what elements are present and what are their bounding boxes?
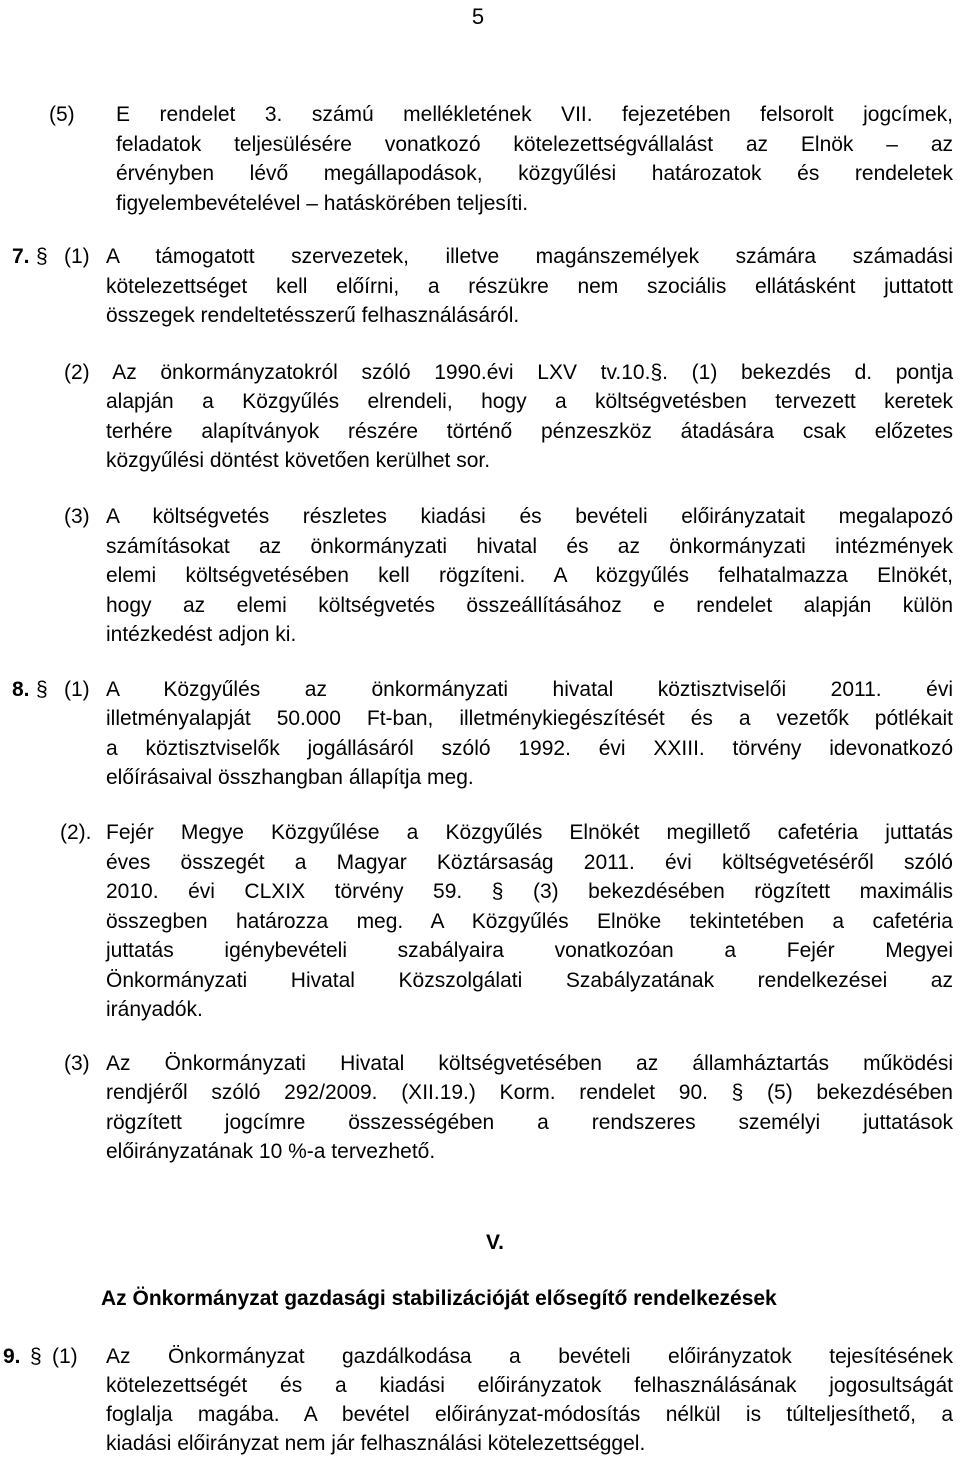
text-line: összegben határozza meg. A Közgyűlés Elnöke tekintetében a cafetéria xyxy=(106,910,953,933)
paragraph-number: (1) xyxy=(64,245,90,268)
text-line: Az Önkormányzati Hivatal költségvetésében az államháztartás működési xyxy=(106,1052,953,1075)
text-line: kötelezettséget kell előírni, a részükre nem szociális ellátásként juttatott xyxy=(106,275,953,298)
text-line: éves összegét a Magyar Köztársaság 2011. évi költségvetéséről szóló xyxy=(106,851,953,874)
text-line: Önkormányzati Hivatal Közszolgálati Szabályzatának rendelkezései az xyxy=(106,969,953,992)
text-line: a köztisztviselők jogállásáról szóló 1992. évi XXIII. törvény idevonatkozó xyxy=(106,737,953,760)
text-line: érvényben lévő megállapodások, közgyűlési határozatok és rendeletek xyxy=(116,162,953,185)
text-line: kiadási előirányzat nem jár felhasználási kötelezettséggel. xyxy=(106,1432,646,1455)
section-sign: § xyxy=(36,678,48,701)
text-line: terhére alapítványok részére történő pénzeszköz átadására csak előzetes xyxy=(106,420,953,443)
text-line: A költségvetés részletes kiadási és bevételi előirányzatait megalapozó xyxy=(106,505,953,528)
text-line: irányadók. xyxy=(106,998,203,1021)
text-line: rögzített jogcímre összességében a rendszeres személyi juttatások xyxy=(106,1111,953,1134)
text-line: közgyűlési döntést követően kerülhet sor. xyxy=(106,449,491,472)
paragraph-number: (1) xyxy=(64,678,90,701)
paragraph-number: (2). xyxy=(60,821,92,844)
paragraph-number: (5) xyxy=(49,103,75,126)
text-line: Az Önkormányzat gazdálkodása a bevételi előirányzatok tejesítésének xyxy=(106,1345,953,1368)
text-line: elemi költségvetésében kell rögzíteni. A közgyűlés felhatalmazza Elnökét, xyxy=(106,564,953,587)
text-line: kötelezettségét és a kiadási előirányzatok felhasználásának jogosultságát xyxy=(106,1374,953,1397)
text-line: előirányzatának 10 %-a tervezhető. xyxy=(106,1140,436,1163)
text-line: figyelembevételével – hatáskörében teljesíti. xyxy=(116,192,529,215)
page-number: 5 xyxy=(471,4,485,29)
paragraph-number: (3) xyxy=(64,505,90,528)
paragraph-number: (3) xyxy=(64,1052,90,1075)
text-line: előírásaival összhangban állapítja meg. xyxy=(106,766,474,789)
text-line: hogy az elemi költségvetés összeállításához e rendelet alapján külön xyxy=(106,594,953,617)
text-line: feladatok teljesülésére vonatkozó kötelezettségvállalást az Elnök – az xyxy=(116,133,953,156)
section-marker: 8. xyxy=(12,678,30,701)
text-line: összegek rendeltetésszerű felhasználásáról. xyxy=(106,304,520,327)
text-line: A támogatott szervezetek, illetve magánszemélyek számára számadási xyxy=(106,245,953,268)
text-line: E rendelet 3. számú mellékletének VII. fejezetében felsorolt jogcímek, xyxy=(116,103,953,126)
chapter-title: Az Önkormányzat gazdasági stabilizációját elősegítő rendelkezések xyxy=(101,1287,777,1310)
text-line: juttatás igénybevételi szabályaira vonatkozóan a Fejér Megyei xyxy=(106,939,953,962)
section-sign: § xyxy=(36,245,48,268)
text-line: illetményalapját 50.000 Ft-ban, illetménykiegészítését és a vezetők pótlékait xyxy=(106,707,953,730)
text-line: Fejér Megye Közgyűlése a Közgyűlés Elnökét megillető cafetéria juttatás xyxy=(106,821,953,844)
text-line: A Közgyűlés az önkormányzati hivatal köztisztviselői 2011. évi xyxy=(106,678,953,701)
text-line: intézkedést adjon ki. xyxy=(106,623,297,646)
section-sign: § xyxy=(30,1345,42,1368)
paragraph-number: (1) xyxy=(52,1345,78,1368)
text-line: rendjéről szóló 292/2009. (XII.19.) Korm. rendelet 90. § (5) bekezdésében xyxy=(106,1081,953,1104)
section-marker: 7. xyxy=(12,245,30,268)
text-line: számításokat az önkormányzati hivatal és az önkormányzati intézmények xyxy=(106,535,953,558)
chapter-numeral: V. xyxy=(486,1231,504,1254)
text-line: alapján a Közgyűlés elrendeli, hogy a költségvetésben tervezett keretek xyxy=(106,390,953,413)
text-line: foglalja magába. A bevétel előirányzat-módosítás nélkül is túlteljesíthető, a xyxy=(106,1403,953,1426)
section-marker: 9. xyxy=(3,1345,21,1368)
text-line: 2010. évi CLXIX törvény 59. § (3) bekezdésében rögzített maximális xyxy=(106,880,953,903)
text-line: (2) Az önkormányzatokról szóló 1990.évi LXV tv.10.§. (1) bekezdés d. pontja xyxy=(64,361,953,384)
